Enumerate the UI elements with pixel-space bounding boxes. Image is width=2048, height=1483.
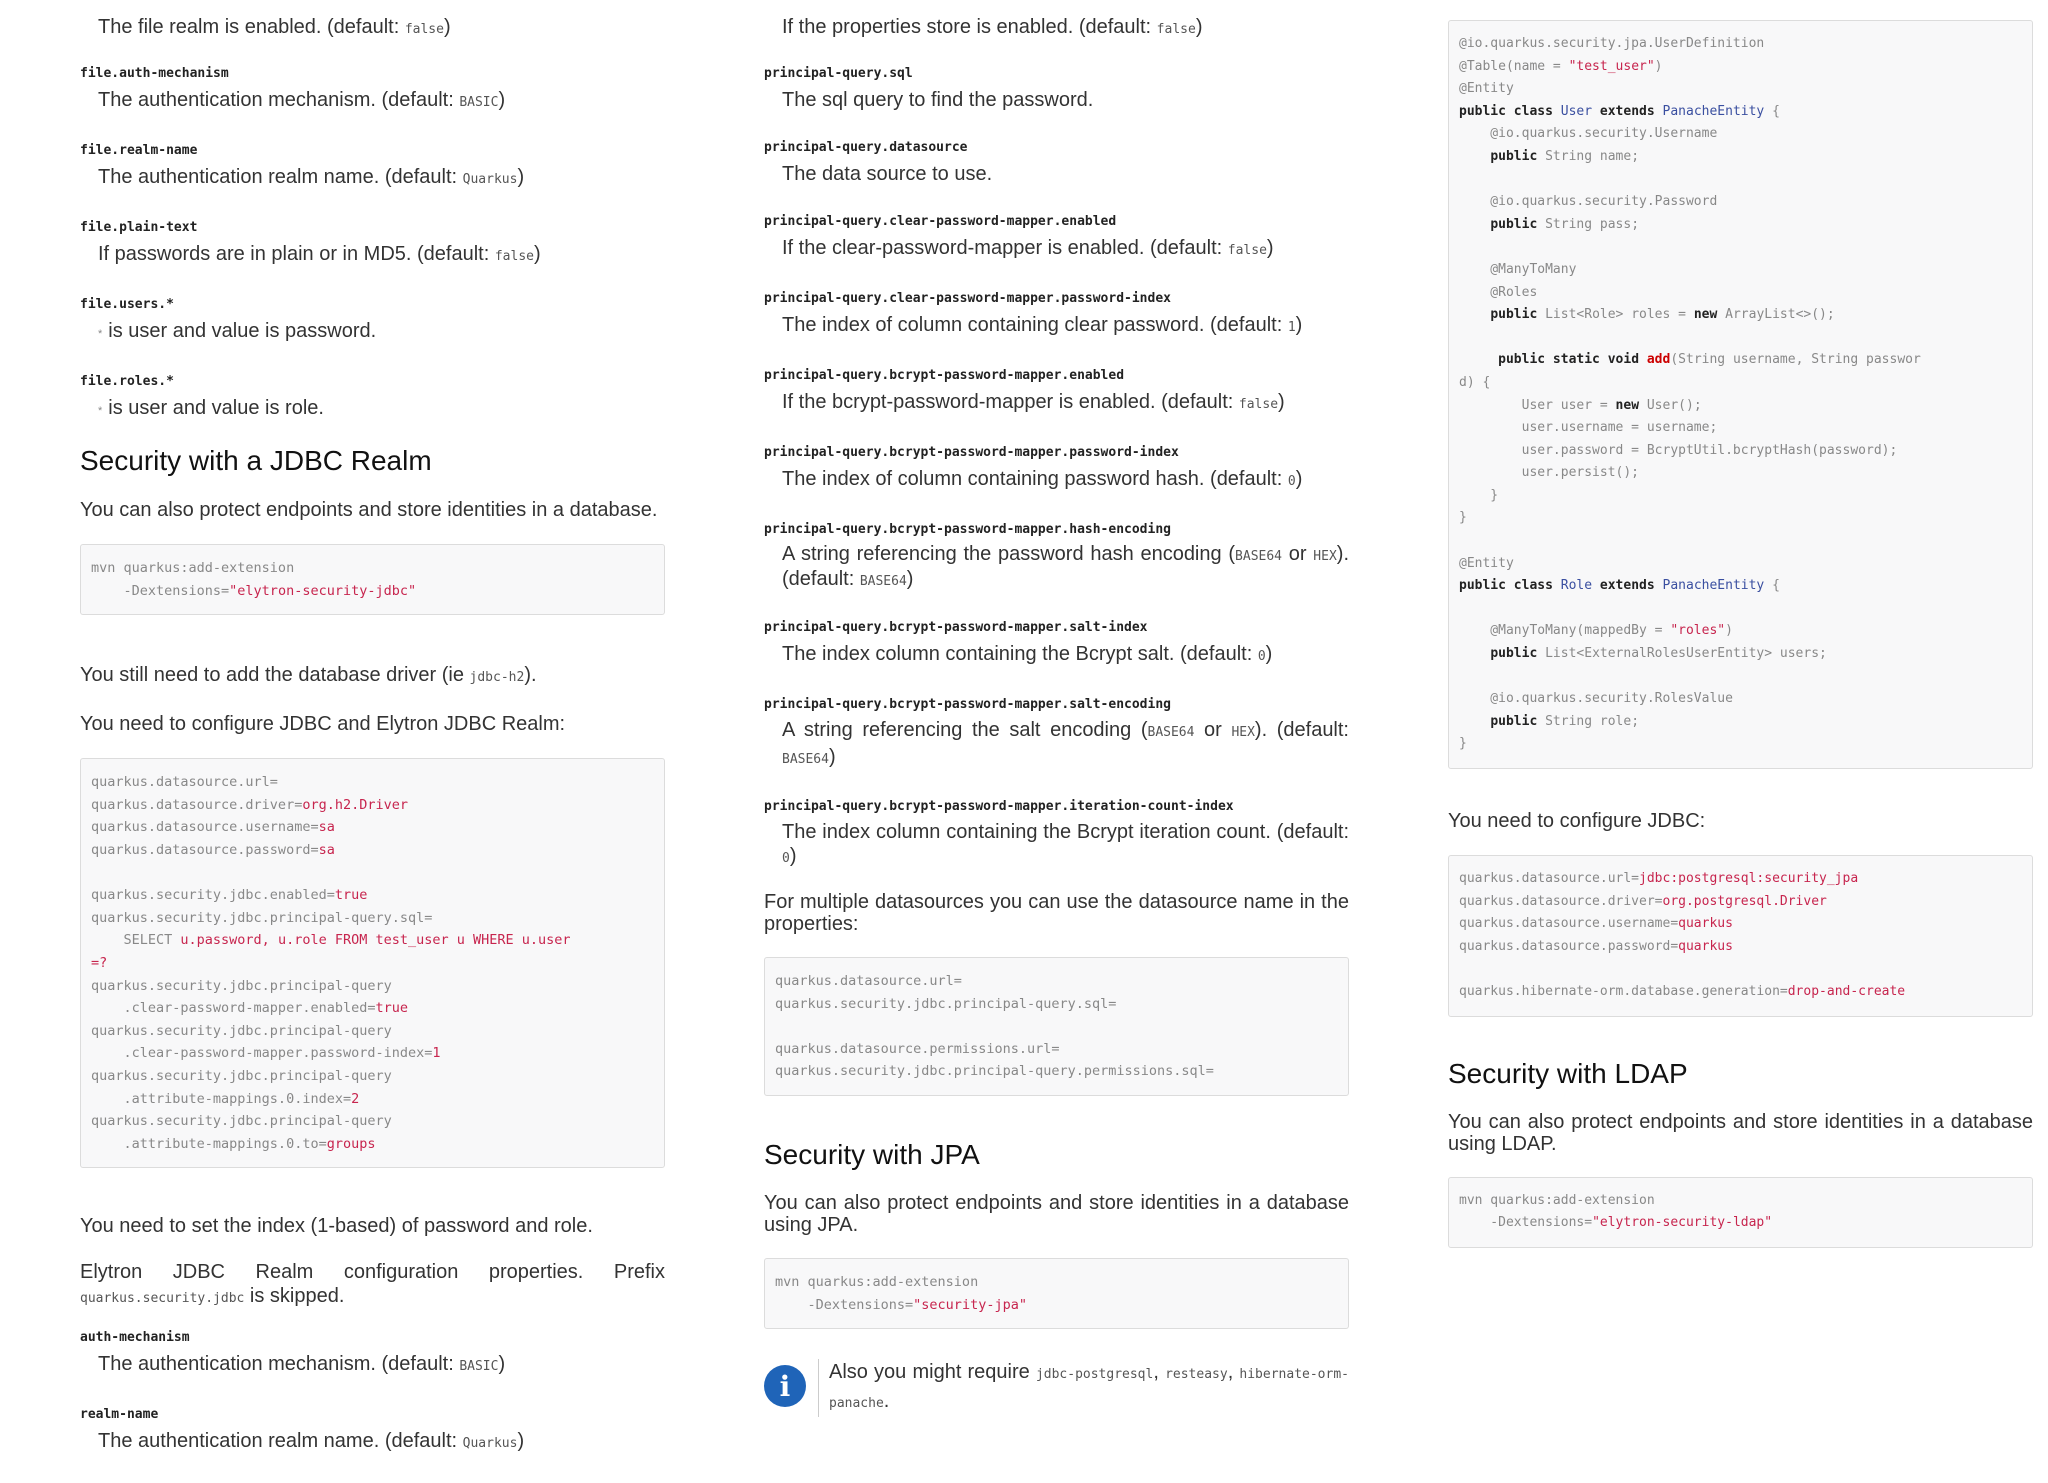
configure-jdbc-text-right: You need to configure JDBC: [1448,810,1706,832]
prop-auth-mechanism: auth-mechanism The authentication mechanism. (default: BASIC) [80,1330,506,1376]
info-note [764,1359,1349,1417]
prop-clear-password-mapper-index: principal-query.clear-password-mapper.password-index The index of column containing clear password. (default: 1) [764,291,1303,336]
code-block-jdbc-mvn: mvn quarkus:add-extension -Dextensions="elytron-security-jdbc" [80,544,665,615]
ldap-intro: You can also protect endpoints and store identities in a database using LDAP. [1448,1110,2033,1155]
code-block-jpa-mvn: mvn quarkus:add-extension -Dextensions="security-jpa" [764,1258,1349,1329]
prop-realm-name: realm-name The authentication realm name. (default: Quarkus) [80,1407,525,1453]
configure-jdbc-text: You need to configure JDBC and Elytron JDBC Realm: [80,713,566,736]
prop-bcrypt-salt-index: principal-query.bcrypt-password-mapper.salt-index The index column containing the Bcrypt salt. (default: 0) [764,620,1273,665]
code-block-jdbc-config: quarkus.datasource.url= quarkus.datasource.driver=org.h2.Driver quarkus.datasource.username=sa quarkus.datasource.password=sa quarkus.security.jdbc.enabled=true quarkus.security.jdbc.principal-query.sql= SELECT u.password, u.role FROM test_user u WHERE u.user =? quarkus.security.jdbc.principal-query .clear-password-mapper.enabled=true quarkus.security.jdbc.principal-query .clear-password-mapper.password-index=1 quarkus.security.jdbc.principal-query .attribute-mappings.0.index=2 quarkus.security.jdbc.principal-query .attribute-mappings.0.to=groups [80,758,665,1168]
prop-file-realm-name: file.realm-name The authentication realm name. (default: Quarkus) [80,143,525,188]
jpa-intro: You can also protect endpoints and store identities in a database using JPA. [764,1191,1349,1236]
elytron-config-text: Elytron JDBC Realm configuration properties. Prefix quarkus.security.jdbc is skipped. [80,1261,665,1308]
code-block-multi-datasource: quarkus.datasource.url= quarkus.security.jdbc.principal-query.sql= quarkus.datasource.permissions.url= quarkus.security.jdbc.principal-query.permissions.sql= [764,957,1349,1096]
info-note-text: Also you might require jdbc-postgresql, resteasy, hibernate-orm-panache. [818,1359,1349,1417]
code-block-ldap-mvn: mvn quarkus:add-extension -Dextensions="elytron-security-ldap" [1448,1177,2033,1248]
properties-store-enabled-prop: If the properties store is enabled. (default: false) [782,16,1203,38]
prop-bcrypt-enabled: principal-query.bcrypt-password-mapper.enabled If the bcrypt-password-mapper is enabled. (default: false) [764,368,1285,413]
prop-bcrypt-password-index: principal-query.bcrypt-password-mapper.password-index The index of column containing password hash. (default: 0) [764,445,1303,490]
driver-text: You still need to add the database driver (ie jdbc-h2). [80,664,537,687]
prop-clear-password-mapper-enabled: principal-query.clear-password-mapper.enabled If the clear-password-mapper is enabled. (default: false) [764,214,1274,259]
prop-principal-query-sql: principal-query.sql The sql query to find the password. [764,66,1094,111]
heading-jdbc-realm: Security with a JDBC Realm [80,445,432,476]
code-block-jpa-config: quarkus.datasource.url=jdbc:postgresql:security_jpa quarkus.datasource.driver=org.postgresql.Driver quarkus.datasource.username=quarkus quarkus.datasource.password=quarkus quarkus.hibernate-orm.database.generation=drop-and-create [1448,855,2033,1017]
index-text: You need to set the index (1-based) of password and role. [80,1215,593,1238]
prop-bcrypt-iteration-count-index: principal-query.bcrypt-password-mapper.iteration-count-index The index column containing the Bcrypt iteration count. (default: 0) [764,799,1349,867]
jdbc-intro: You can also protect endpoints and store identities in a database. [80,499,658,521]
column-right [1448,0,2033,1278]
prop-principal-query-datasource: principal-query.datasource The data source to use. [764,140,993,185]
heading-ldap: Security with LDAP [1448,1057,1688,1089]
file-realm-enabled-prop: The file realm is enabled. (default: false) [98,16,451,38]
heading-jpa: Security with JPA [764,1138,980,1170]
prop-file-users: file.users.* * is user and value is password. [80,297,377,342]
column-middle [764,0,1349,1417]
info-icon: i [764,1365,806,1407]
column-left [80,0,665,1483]
prop-file-roles: file.roles.* * is user and value is role. [80,374,324,419]
prop-bcrypt-salt-encoding: principal-query.bcrypt-password-mapper.salt-encoding A string referencing the salt encoding (BASE64 or HEX). (default: BASE64) [764,697,1349,768]
prop-bcrypt-hash-encoding: principal-query.bcrypt-password-mapper.hash-encoding A string referencing the password hash encoding (BASE64 or HEX). (default: BASE64) [764,522,1349,590]
prop-file-auth-mechanism: file.auth-mechanism The authentication mechanism. (default: BASIC) [80,66,506,111]
code-block-jpa-entities: @io.quarkus.security.jpa.UserDefinition @Table(name = "test_user") @Entity public class User extends PanacheEntity { @io.quarkus.security.Username public String name; @io.quarkus.security.Password public String pass; @ManyToMany @Roles public List<Role> roles = new ArrayList<>(); public static void add(String username, String passwor d) { User user = new User(); user.username = username; user.password = BcryptUtil.bcryptHash(password); user.persist(); } } @Entity public class Role extends PanacheEntity { @ManyToMany(mappedBy = "roles") public List<ExternalRolesUserEntity> users; @io.quarkus.security.RolesValue public String role; } [1448,20,2033,769]
prop-file-plain-text: file.plain-text If passwords are in plain or in MD5. (default: false) [80,220,541,265]
multi-datasource-text: For multiple datasources you can use the datasource name in the properties: [764,891,1349,935]
